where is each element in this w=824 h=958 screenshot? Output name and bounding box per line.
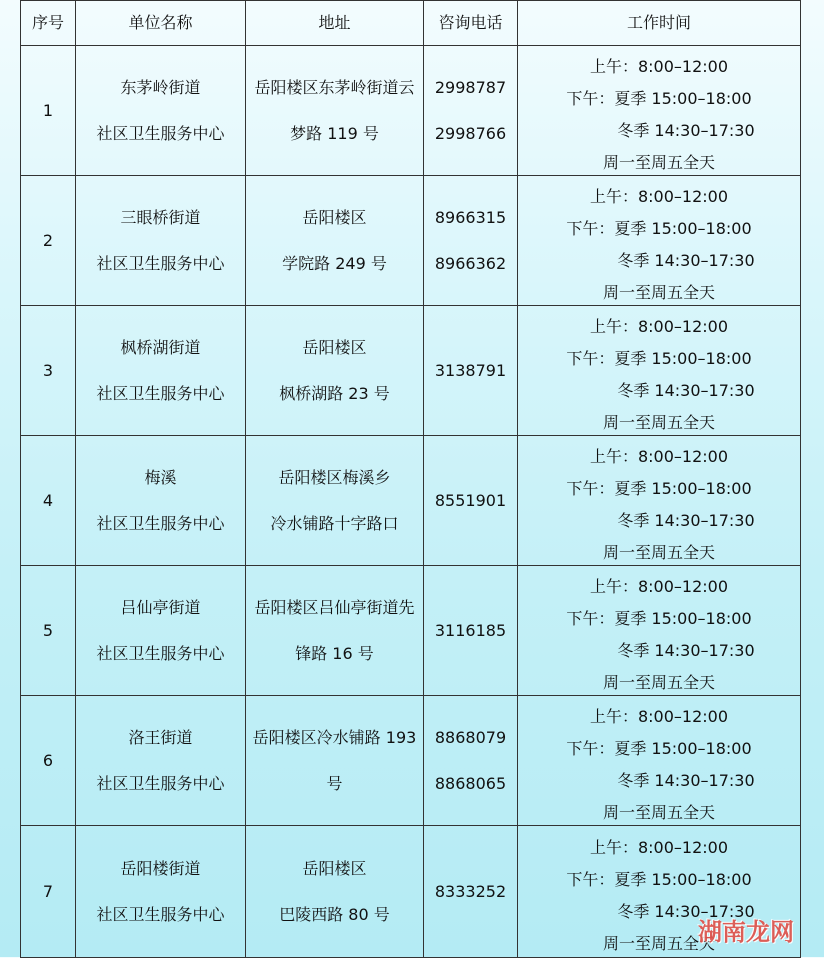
address-line: 岳阳楼区 — [302, 207, 367, 227]
work-hours-line: 上午：8:00–12:00 — [589, 706, 729, 726]
unit-name — [76, 436, 246, 566]
work-hours — [518, 306, 801, 436]
address — [246, 46, 424, 176]
work-hours-line: 冬季 14:30–17:30 — [617, 510, 755, 530]
unit-name-line: 社区卫生服务中心 — [96, 904, 225, 924]
phone — [424, 46, 518, 176]
work-hours-line: 上午：8:00–12:00 — [589, 316, 729, 336]
work-hours-line: 下午：夏季 15:00–18:00 — [566, 869, 752, 889]
unit-name — [76, 696, 246, 826]
header-hours: 工作时间 — [518, 1, 801, 46]
phone — [424, 176, 518, 306]
unit-name-line: 三眼桥街道 — [120, 207, 201, 227]
unit-name — [76, 176, 246, 306]
unit-name — [76, 306, 246, 436]
phone — [424, 826, 518, 958]
row-number: 7 — [21, 826, 76, 958]
work-hours — [518, 696, 801, 826]
work-hours-line: 上午：8:00–12:00 — [589, 446, 729, 466]
address-line: 岳阳楼区梅溪乡 — [278, 467, 391, 487]
table-row — [21, 306, 801, 436]
address-line: 岳阳楼区东茅岭街道云 — [254, 77, 415, 97]
phone — [424, 436, 518, 566]
table-row — [21, 436, 801, 566]
work-hours-line: 上午：8:00–12:00 — [589, 576, 729, 596]
address-line: 岳阳楼区冷水铺路 193 — [252, 727, 417, 747]
work-hours-line: 周一至周五全天 — [602, 933, 715, 953]
unit-name-line: 洛王街道 — [128, 727, 193, 747]
work-hours — [518, 566, 801, 696]
row-number: 5 — [21, 566, 76, 696]
address-line: 学院路 249 号 — [282, 253, 387, 273]
work-hours-line: 冬季 14:30–17:30 — [617, 250, 755, 270]
work-hours-line: 上午：8:00–12:00 — [589, 186, 729, 206]
unit-name — [76, 46, 246, 176]
phone-line: 8966362 — [434, 253, 507, 273]
work-hours-line: 周一至周五全天 — [602, 672, 715, 692]
address-line: 岳阳楼区吕仙亭街道先 — [254, 597, 415, 617]
table-header-row — [21, 1, 801, 46]
header-no: 序号 — [21, 1, 76, 46]
unit-name — [76, 826, 246, 958]
phone — [424, 306, 518, 436]
work-hours-line: 下午：夏季 15:00–18:00 — [566, 608, 752, 628]
table-row — [21, 696, 801, 826]
work-hours-line: 冬季 14:30–17:30 — [617, 770, 755, 790]
table-row — [21, 176, 801, 306]
row-number: 3 — [21, 306, 76, 436]
work-hours-line: 下午：夏季 15:00–18:00 — [566, 218, 752, 238]
unit-name-line: 梅溪 — [144, 467, 177, 487]
address — [246, 306, 424, 436]
unit-name-line: 社区卫生服务中心 — [96, 773, 225, 793]
work-hours-line: 周一至周五全天 — [602, 282, 715, 302]
work-hours-line: 冬季 14:30–17:30 — [617, 640, 755, 660]
work-hours — [518, 436, 801, 566]
header-address: 地址 — [246, 1, 424, 46]
address-line: 号 — [326, 773, 343, 793]
table-row — [21, 826, 801, 958]
work-hours-line: 下午：夏季 15:00–18:00 — [566, 88, 752, 108]
address — [246, 436, 424, 566]
address-line: 岳阳楼区 — [302, 858, 367, 878]
phone-line: 8868079 — [434, 727, 507, 747]
address — [246, 566, 424, 696]
phone-line: 8333252 — [434, 881, 507, 901]
phone-line: 8551901 — [434, 490, 507, 510]
work-hours-line: 上午：8:00–12:00 — [589, 56, 729, 76]
work-hours-line: 上午：8:00–12:00 — [589, 837, 729, 857]
unit-name-line: 枫桥湖街道 — [120, 337, 201, 357]
phone-line: 3138791 — [434, 360, 507, 380]
work-hours-line: 冬季 14:30–17:30 — [617, 120, 755, 140]
phone-line: 8966315 — [434, 207, 507, 227]
header-phone: 咨询电话 — [424, 1, 518, 46]
phone-line: 3116185 — [434, 620, 507, 640]
unit-name-line: 社区卫生服务中心 — [96, 383, 225, 403]
address-line: 冷水铺路十字路口 — [270, 513, 399, 533]
header-unit-name: 单位名称 — [76, 1, 246, 46]
address-line: 锋路 16 号 — [295, 643, 374, 663]
work-hours-line: 周一至周五全天 — [602, 802, 715, 822]
phone — [424, 566, 518, 696]
unit-name-line: 岳阳楼街道 — [120, 858, 201, 878]
unit-name-line: 社区卫生服务中心 — [96, 123, 225, 143]
address-line: 巴陵西路 80 号 — [279, 904, 390, 924]
address — [246, 826, 424, 958]
address-line: 梦路 119 号 — [290, 123, 379, 143]
address-line: 枫桥湖路 23 号 — [279, 383, 390, 403]
unit-name — [76, 566, 246, 696]
row-number: 6 — [21, 696, 76, 826]
unit-name-line: 社区卫生服务中心 — [96, 253, 225, 273]
table-row — [21, 566, 801, 696]
table-row — [21, 46, 801, 176]
work-hours-line: 冬季 14:30–17:30 — [617, 901, 755, 921]
unit-name-line: 社区卫生服务中心 — [96, 643, 225, 663]
unit-name-line: 社区卫生服务中心 — [96, 513, 225, 533]
unit-name-line: 吕仙亭街道 — [120, 597, 201, 617]
work-hours-line: 周一至周五全天 — [602, 542, 715, 562]
phone-line: 2998766 — [434, 123, 507, 143]
address — [246, 696, 424, 826]
phone-line: 8868065 — [434, 773, 507, 793]
unit-name-line: 东茅岭街道 — [120, 77, 201, 97]
address-line: 岳阳楼区 — [302, 337, 367, 357]
row-number: 1 — [21, 46, 76, 176]
site-watermark: 湖南龙网 — [698, 917, 794, 946]
work-hours — [518, 46, 801, 176]
phone-line: 2998787 — [434, 77, 507, 97]
work-hours-line: 下午：夏季 15:00–18:00 — [566, 738, 752, 758]
work-hours-line: 冬季 14:30–17:30 — [617, 380, 755, 400]
address — [246, 176, 424, 306]
work-hours-line: 周一至周五全天 — [602, 412, 715, 432]
work-hours — [518, 176, 801, 306]
work-hours-line: 下午：夏季 15:00–18:00 — [566, 348, 752, 368]
community-health-centers-table — [20, 0, 801, 958]
work-hours-line: 下午：夏季 15:00–18:00 — [566, 478, 752, 498]
row-number: 4 — [21, 436, 76, 566]
phone — [424, 696, 518, 826]
work-hours-line: 周一至周五全天 — [602, 152, 715, 172]
row-number: 2 — [21, 176, 76, 306]
